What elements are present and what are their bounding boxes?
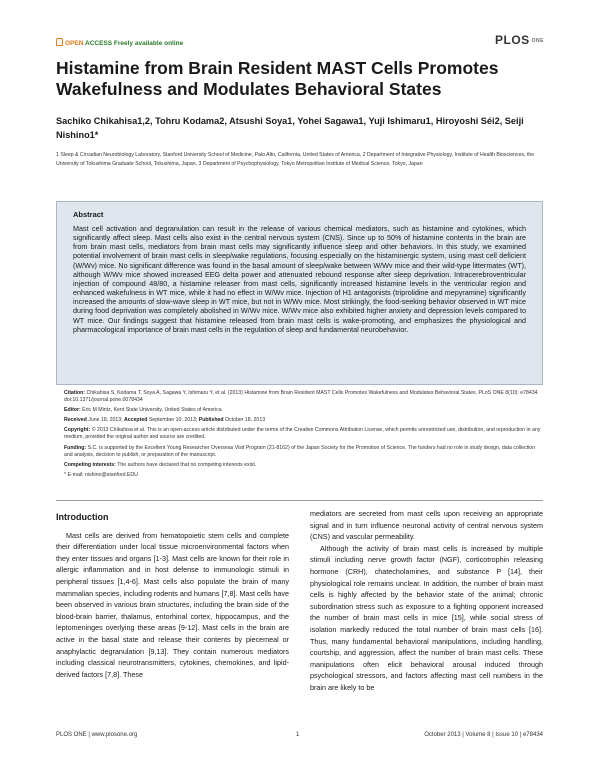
- body-paragraph: Although the activity of brain mast cells is increased by multiple stimuli including nerve growth factor (NGF), corticotrophin releasing hormone (CRH), chatecholamines, and substance P [14], their physiological role remains unclear. In addition, the number of brain mast cells is highly affected by the behavior state of the animal; chronic subordination stress such as exposure to a fighting opponent increased the number of brain mast cells in mice [15], while social stress of isolation markedly reduced the total number of brain mast cells [16]. Thus, many fundamental behavioral manipulations, including handling, courtship, and aggression, affect the number of brain mast cells. These manipulations often elicit behavioral arousal induced through psychological stressors, and factors affecting mast cell numbers in the brain are likely to be: [310, 543, 543, 692]
- journal-logo-sub: ONE: [531, 38, 544, 44]
- editor-line: [64, 407, 542, 414]
- citation-text: Chikahisa S, Kodama T, Soya A, Sagawa Y, Ishimaru Y, et al. (2013) Histamine from Brain Resident MAST Cells Promotes Wakefulness and Modulates Behavioral States. PLoS ONE 8(10): e78434. doi:10.1371/journal.pone.0078434: [64, 390, 539, 404]
- published-date: October 18, 2013: [225, 417, 266, 424]
- author-list: Sachiko Chikahisa1,2, Tohru Kodama2, Atsushi Soya1, Yohei Sagawa1, Yuji Ishimaru1, Hiroyoshi Séi2, Seiji Nishino1*: [56, 116, 524, 140]
- article-metadata: [64, 390, 542, 482]
- competing-line: [64, 462, 542, 469]
- copyright-label: Copyright:: [64, 427, 91, 434]
- competing-label: Competing interests:: [64, 461, 116, 468]
- abstract-box: [56, 201, 543, 385]
- affiliations: 1 Sleep & Circadian Neurobiology Laboratory, Stanford University School of Medicine, Palo Alto, California, United States of America, 2 Department of Integrative Physiology, Institute of Health Biosciences, the University of Tokushima Graduate School, Tokushima, Japan, 3 Department of Psychophysiology, Tokyo Metropolitan Institute of Medical Science, Tokyo, Japan: [56, 152, 535, 167]
- open-access-lock-icon: [56, 38, 63, 46]
- dates-line: [64, 417, 542, 424]
- body-column-left: [56, 512, 289, 680]
- copyright-line: [64, 427, 542, 441]
- competing-text: The authors have declared that no competing interests exist.: [117, 461, 257, 468]
- citation-line: [64, 390, 542, 404]
- received-date: June 18, 2013;: [88, 417, 123, 424]
- journal-logo-text: PLOS: [494, 33, 530, 47]
- accepted-label: Accepted: [124, 417, 148, 424]
- open-access-tag: OPEN: [65, 40, 84, 47]
- introduction-heading: Introduction: [56, 512, 109, 522]
- footer-page-number: 1: [296, 732, 300, 738]
- abstract-heading: Abstract: [73, 210, 104, 219]
- body-column-right: [310, 508, 543, 694]
- journal-logo: [495, 33, 544, 47]
- email-line: * E-mail: nishino@stanford.EDU: [64, 471, 138, 478]
- funding-line: [64, 445, 542, 459]
- accepted-date: September 10, 2013;: [148, 417, 198, 424]
- funding-label: Funding:: [64, 444, 87, 451]
- open-access-banner: [56, 38, 183, 47]
- footer-journal: PLOS ONE | www.plosone.org: [56, 732, 138, 738]
- abstract-text: Mast cell activation and degranulation can result in the release of various chemical mediators, such as histamine and cytokines, which significantly affect sleep. Mast cells also exist in the central nervous system (CNS). Since up to 50% of histamine contents in the brain are from brain mast cells, mediators from brain mast cells may significantly influence sleep and other behaviors. In this study, we examined potential involvement of brain mast cells in sleep/wake regulations, focusing especially on the histaminergic system, using mast cell deficient (W/Wv) mice. No significant difference was found in the basal amount of sleep/wake between W/Wv mice and their wild-type littermates (WT), although W/Wv mice showed increased EEG delta power and attenuated rebound response after sleep deprivation. Intracerebroventricular injection of compound 48/80, a histamine releaser from mast cells, significantly increased histamine levels in the ventricular region and enhanced wakefulness in WT mice, while it had no effect in W/Wv mice. Injection of H1 antagonists (triprolidine and mepyramine) significantly increased the amounts of slow-wave sleep in WT mice, but not in W/Wv mice. Most strikingly, the food-seeking behavior observed in WT mice during food deprivation was completely abolished in W/Wv mice. W/Wv mice also exhibited higher anxiety and depression levels compared to WT mice. Our findings suggest that histamine released from brain mast cells is wake-promoting, and emphasizes the physiological and pharmacological importance of brain mast cells in the regulation of sleep and fundamental neurobehavior.: [73, 224, 526, 334]
- article-title: Histamine from Brain Resident MAST Cells Promotes Wakefulness and Modulates Behavioral States: [56, 58, 499, 99]
- open-access-label: ACCESS Freely available online: [85, 40, 184, 47]
- received-label: Received: [64, 417, 87, 424]
- introduction-paragraph: Mast cells are derived from hematopoietic stem cells and complete their differentiation under local tissue microenvironmental factors when they enter tissues and organs [1-3]. Mast cells are known for their role in allergic inflammation and in host defense to immunologic stimuli in peripheral tissues [1,4-6]. Mast cells also populate the brain of many mammalian species, including rodents and humans [7,8]. Mast cells have been observed in various brain structures, including the brain side of the blood-brain barrier, thalamus, entorhinal cortex, hippocampus, and the leptomeninges overlying these areas [9-12]. Mast cells in the brain are active in the basal state and release their contents by piecemeal or anaphylactic degranulation [9,13]. They contain numerous mediators including classical neurotransmitters, cytokines, chemokines, and lipid-derived factors [7,8]. These: [56, 530, 289, 679]
- editor-text: Eric M Mintz, Kent State University, United States of America: [82, 407, 222, 414]
- citation-label: Citation:: [64, 390, 86, 396]
- editor-label: Editor:: [64, 407, 81, 414]
- copyright-text: © 2013 Chikahisa et al. This is an open-access article distributed under the terms of the Creative Commons Attribution License, which permits unrestricted use, distribution, and reproduction in any medium, provided the original author and source are credited.: [64, 427, 541, 441]
- footer-issue: October 2013 | Volume 8 | Issue 10 | e78434: [424, 732, 543, 738]
- section-divider: [56, 500, 543, 501]
- funding-text: S.C. is supported by the Excellent Young Researcher Overseas Visit Program (21-8162) of the Japan Society for the Promotion of Science. The funders had no role in study design, data collection and analysis, decision to publish, or preparation of the manuscript.: [64, 444, 535, 458]
- body-paragraph-continued: mediators are secreted from mast cells upon receiving an appropriate signal and in turn influence neuronal activity of central nervous system (CNS) and vascular permeability.: [310, 509, 543, 542]
- published-label: Published: [198, 417, 224, 424]
